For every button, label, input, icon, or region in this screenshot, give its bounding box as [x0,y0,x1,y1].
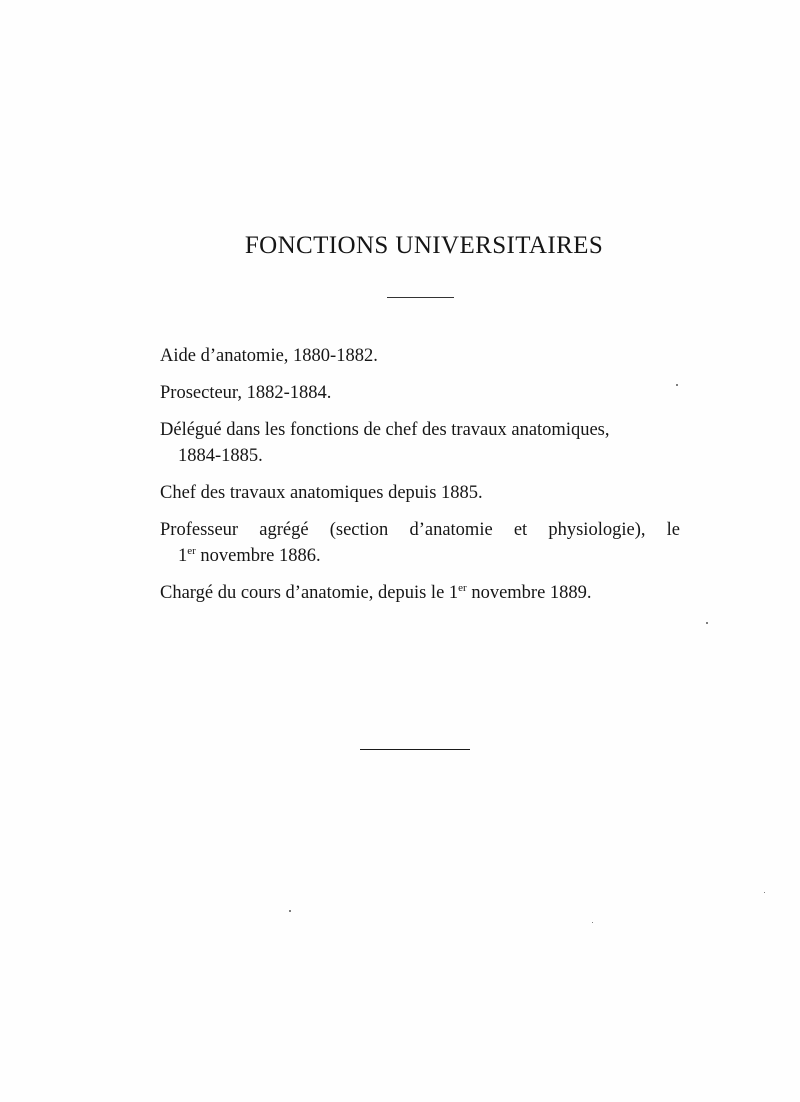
entry-text-line1: Professeur agrégé (section d’anatomie et physiologie), le [160,520,680,540]
entry-text-rest: novembre 1886. [195,546,321,566]
print-speck [592,922,593,923]
entry-aide [160,343,680,369]
entry-text: Chef des travaux anatomiques depuis 1885. [160,483,483,503]
print-speck [289,910,291,912]
entry-text-line1: Délégué dans les fonctions de chef des travaux anatomiques, [160,420,610,440]
ordinal-suffix: er [458,582,467,594]
print-speck [764,892,765,893]
entries-list [160,343,680,617]
entry-professeur [160,517,680,569]
title-divider [387,297,454,298]
entry-charge [160,580,680,606]
entry-text-line2 [160,543,680,569]
entry-text-before: Chargé du cours d’anatomie, depuis le 1 [160,583,459,603]
ordinal-number: 1 [178,546,188,566]
entry-text: Prosecteur, 1882-1884. [160,383,332,403]
entry-prosecteur [160,380,680,406]
print-speck [676,384,678,386]
entry-text-line2: 1884-1885. [178,446,263,466]
ordinal-suffix: er [187,545,196,557]
entry-chef [160,480,680,506]
print-speck [706,622,708,624]
entry-text-after: novembre 1889. [466,583,592,603]
entry-text: Aide d’anatomie, 1880-1882. [160,346,378,366]
end-divider [360,749,470,750]
entry-delegue [160,417,680,469]
page-title: FONCTIONS UNIVERSITAIRES [244,232,604,259]
